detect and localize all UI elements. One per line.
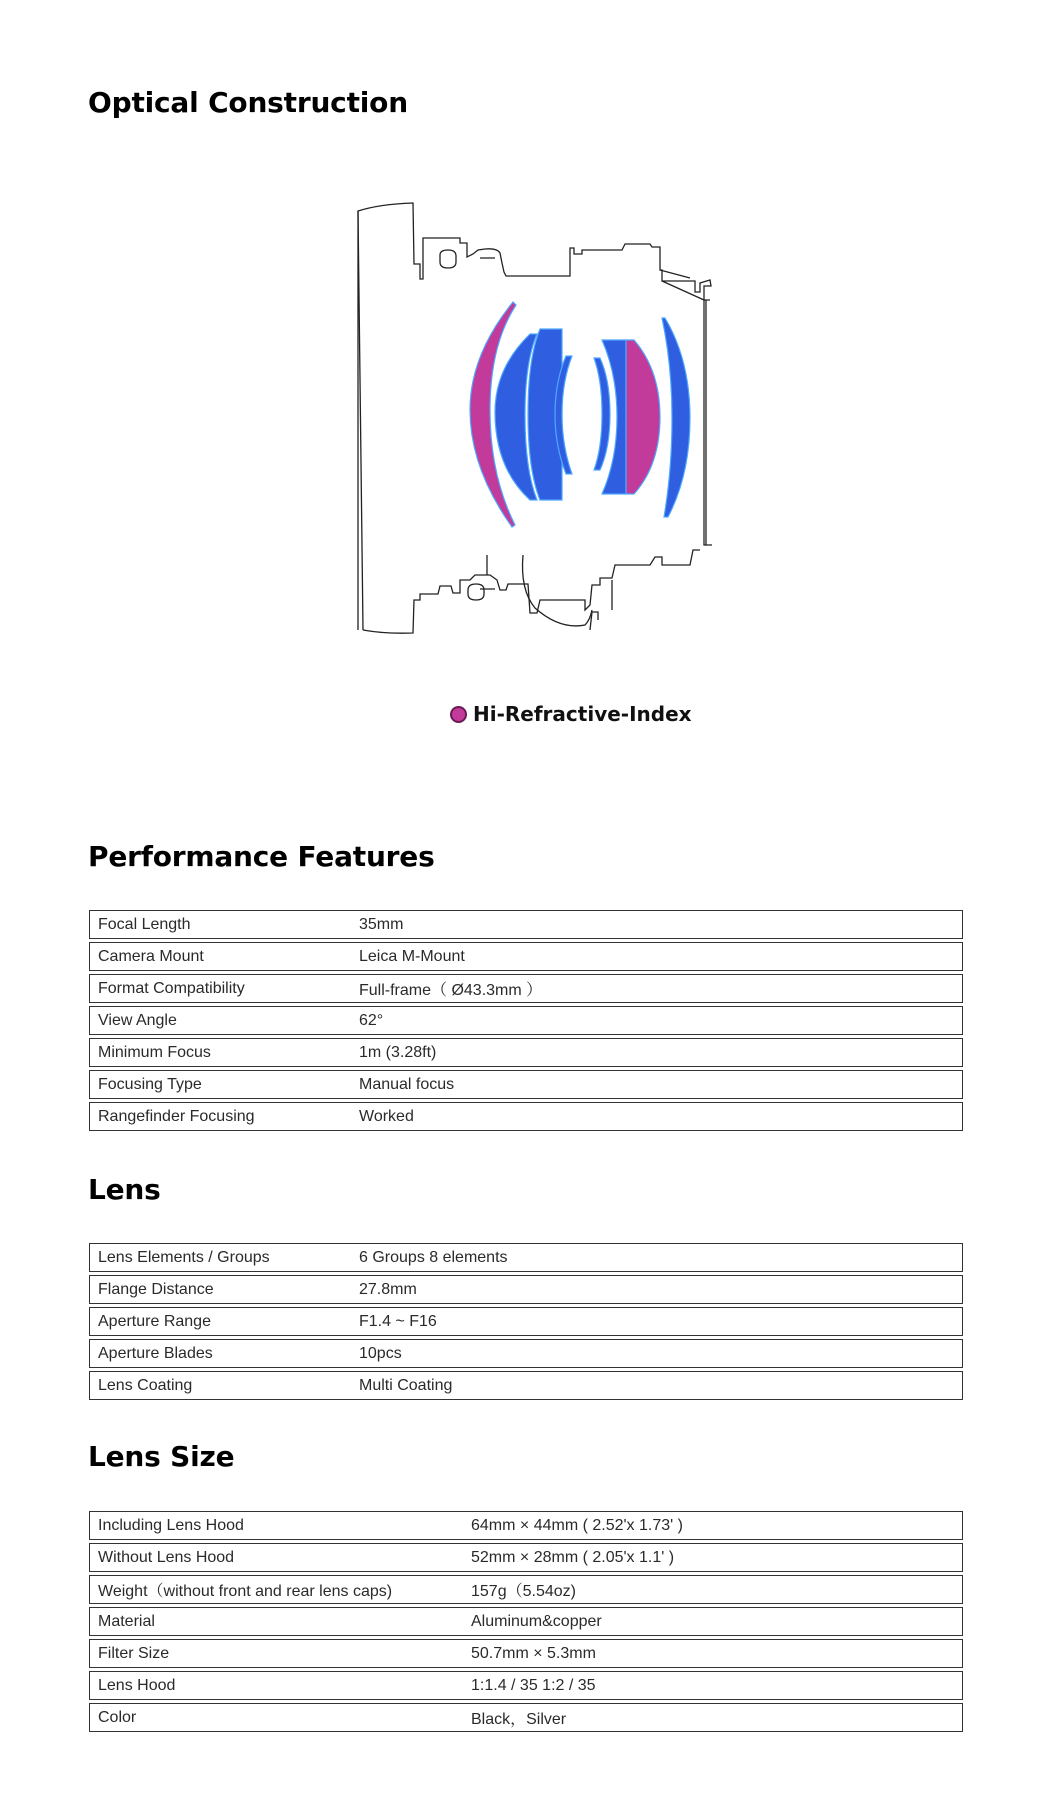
spec-row <box>89 1607 963 1636</box>
optical-construction-diagram <box>0 0 1047 680</box>
spec-row <box>89 1575 963 1604</box>
spec-value: Manual focus <box>351 1070 963 1099</box>
spec-label: Including Lens Hood <box>89 1511 463 1540</box>
spec-value: 35mm <box>351 910 963 939</box>
spec-value: Black，Silver <box>463 1703 963 1732</box>
legend-label: Hi-Refractive-Index <box>473 702 692 726</box>
spec-value: 6 Groups 8 elements <box>351 1243 963 1272</box>
lens-size-heading: Lens Size <box>88 1440 235 1473</box>
spec-value: Leica M-Mount <box>351 942 963 971</box>
spec-value: 64mm × 44mm ( 2.52'x 1.73' ) <box>463 1511 963 1540</box>
spec-label: Material <box>89 1607 463 1636</box>
spec-row <box>89 942 963 971</box>
spec-label: Weight（without front and rear lens caps) <box>89 1575 463 1604</box>
spec-label: Color <box>89 1703 463 1732</box>
spec-row <box>89 910 963 939</box>
optical-construction-heading: Optical Construction <box>88 86 408 119</box>
spec-row <box>89 1070 963 1099</box>
spec-row <box>89 1511 963 1540</box>
spec-label: Rangefinder Focusing <box>89 1102 351 1131</box>
spec-row <box>89 974 963 1003</box>
performance-features-heading: Performance Features <box>88 840 435 873</box>
spec-value: 52mm × 28mm ( 2.05'x 1.1' ) <box>463 1543 963 1572</box>
spec-row <box>89 1671 963 1700</box>
element-8-rear-positive <box>662 318 690 517</box>
lens-heading: Lens <box>88 1173 161 1206</box>
spec-row <box>89 1639 963 1668</box>
spec-label: Minimum Focus <box>89 1038 351 1067</box>
spec-label: Lens Hood <box>89 1671 463 1700</box>
spec-value: 1m (3.28ft) <box>351 1038 963 1067</box>
legend <box>450 702 692 726</box>
hi-refractive-index-swatch-icon <box>450 706 467 723</box>
spec-row <box>89 1038 963 1067</box>
spec-row <box>89 1006 963 1035</box>
spec-value: Multi Coating <box>351 1371 963 1400</box>
spec-label: Filter Size <box>89 1639 463 1668</box>
spec-label: Flange Distance <box>89 1275 351 1304</box>
spec-label: Camera Mount <box>89 942 351 971</box>
spec-value: 10pcs <box>351 1339 963 1368</box>
spec-row <box>89 1543 963 1572</box>
spec-label: Without Lens Hood <box>89 1543 463 1572</box>
spec-label: View Angle <box>89 1006 351 1035</box>
spec-value: 50.7mm × 5.3mm <box>463 1639 963 1668</box>
spec-value: Aluminum&copper <box>463 1607 963 1636</box>
spec-label: Focal Length <box>89 910 351 939</box>
spec-label: Focusing Type <box>89 1070 351 1099</box>
element-7-hi-index-rear <box>626 340 660 494</box>
spec-row <box>89 1703 963 1732</box>
spec-value: 1:1.4 / 35 1:2 / 35 <box>463 1671 963 1700</box>
spec-value: F1.4 ~ F16 <box>351 1307 963 1336</box>
spec-row <box>89 1371 963 1400</box>
lens-size-table <box>89 1508 963 1735</box>
spec-label: Aperture Range <box>89 1307 351 1336</box>
spec-row <box>89 1243 963 1272</box>
spec-label: Format Compatibility <box>89 974 351 1003</box>
spec-label: Aperture Blades <box>89 1339 351 1368</box>
spec-row <box>89 1275 963 1304</box>
spec-row <box>89 1102 963 1131</box>
spec-value: Worked <box>351 1102 963 1131</box>
spec-value: 62° <box>351 1006 963 1035</box>
lens-table <box>89 1240 963 1403</box>
spec-value: 157g（5.54oz) <box>463 1575 963 1604</box>
spec-label: Lens Elements / Groups <box>89 1243 351 1272</box>
performance-features-table <box>89 907 963 1134</box>
spec-value: Full-frame（ Ø43.3mm ） <box>351 974 963 1003</box>
lens-elements <box>470 302 690 527</box>
spec-row <box>89 1307 963 1336</box>
element-5-rear-small <box>594 358 610 470</box>
spec-value: 27.8mm <box>351 1275 963 1304</box>
spec-row <box>89 1339 963 1368</box>
spec-label: Lens Coating <box>89 1371 351 1400</box>
